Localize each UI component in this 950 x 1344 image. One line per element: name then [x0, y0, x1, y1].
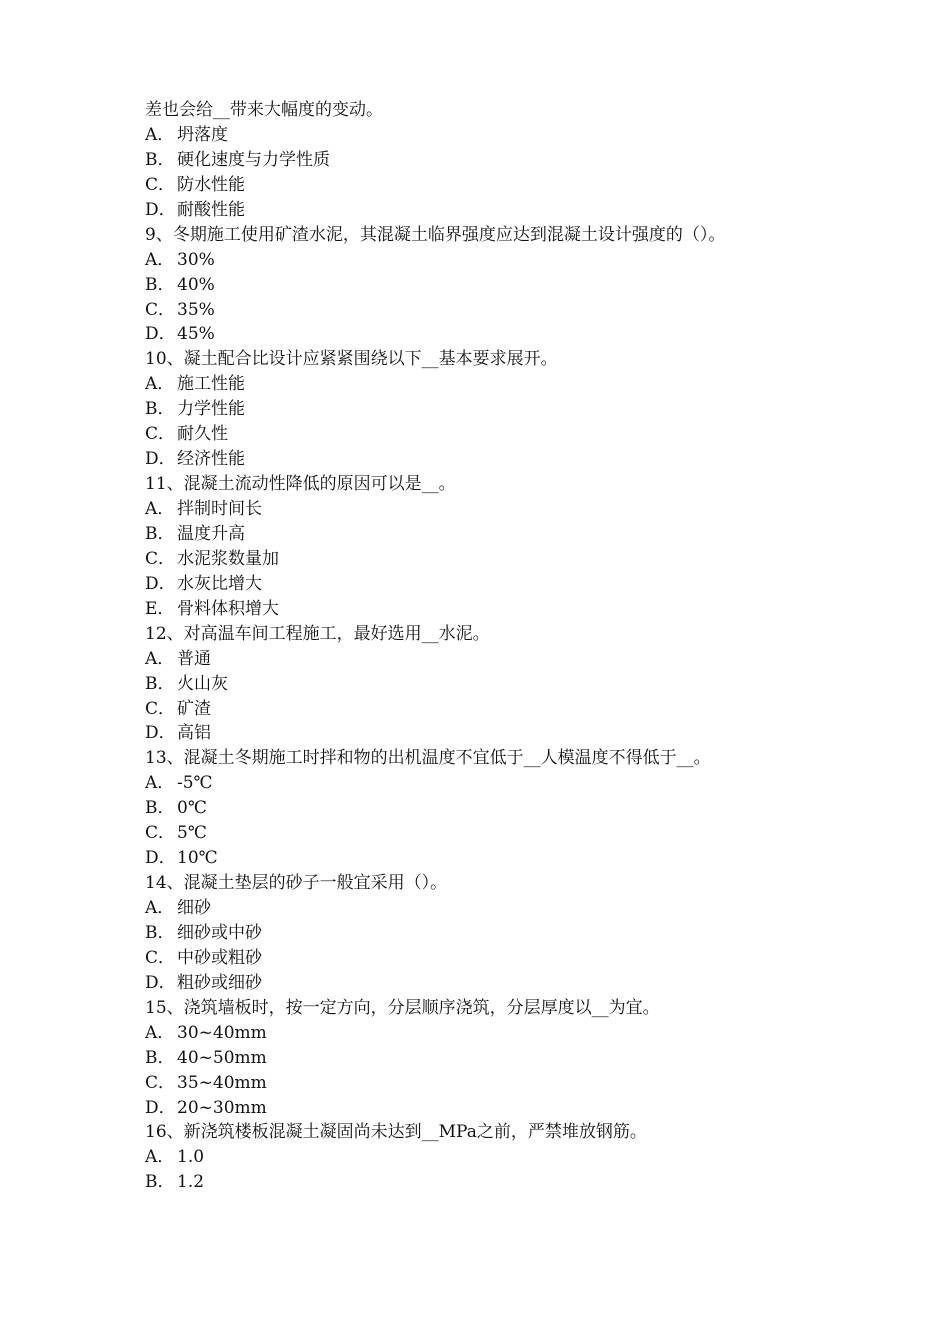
option-text: 施工性能	[177, 374, 245, 395]
answer-option	[145, 173, 845, 198]
option-letter: A．	[145, 499, 175, 519]
option-letter: B．	[145, 798, 175, 819]
option-text: 1.0	[177, 1147, 205, 1168]
option-letter: C．	[145, 174, 176, 195]
option-text: 45%	[177, 324, 215, 345]
option-text: 细砂或中砂	[177, 922, 262, 943]
option-letter: A．	[145, 648, 175, 669]
answer-option	[145, 148, 845, 173]
option-letter: B．	[145, 1172, 175, 1193]
answer-option	[145, 372, 845, 397]
option-letter: A．	[145, 1022, 175, 1043]
answer-option	[145, 647, 845, 672]
option-text: 硬化速度与力学性质	[177, 149, 330, 170]
answer-option	[145, 971, 845, 996]
option-text: 耐酸性能	[177, 199, 245, 220]
answer-option	[145, 547, 845, 572]
option-text: 耐久性	[177, 424, 228, 445]
answer-option	[145, 921, 845, 946]
option-letter: A．	[145, 249, 175, 270]
option-letter: D．	[145, 573, 176, 594]
answer-option	[145, 1071, 845, 1096]
answer-option	[145, 522, 845, 547]
option-letter: D．	[145, 199, 176, 220]
question-text: 差也会给__带来大幅度的变动。	[145, 100, 383, 120]
answer-option	[145, 198, 845, 223]
option-letter: D．	[145, 723, 176, 744]
question-text: 10、凝土配合比设计应紧紧围绕以下__基本要求展开。	[145, 349, 558, 370]
answer-option	[145, 322, 845, 347]
option-text: 普通	[177, 648, 211, 669]
answer-option	[145, 896, 845, 921]
option-letter: C．	[145, 424, 176, 445]
option-text: 粗砂或细砂	[177, 972, 262, 993]
option-letter: A．	[145, 773, 175, 794]
option-letter: D．	[145, 449, 176, 470]
option-text: -5℃	[177, 773, 213, 794]
option-letter: B．	[145, 1047, 175, 1068]
answer-option	[145, 597, 845, 622]
answer-option	[145, 721, 845, 746]
answer-option	[145, 672, 845, 697]
option-text: 35%	[177, 299, 215, 320]
option-letter: B．	[145, 523, 175, 544]
answer-option	[145, 796, 845, 821]
option-letter: D．	[145, 972, 176, 993]
option-letter: A．	[145, 374, 175, 395]
answer-option	[145, 1096, 845, 1121]
option-text: 水泥浆数量加	[177, 548, 279, 569]
question-text: 11、混凝土流动性降低的原因可以是__。	[145, 474, 456, 495]
question-text: 16、新浇筑楼板混凝土凝固尚未达到__MPa之前，严禁堆放钢筋。	[145, 1122, 647, 1143]
answer-option	[145, 1145, 845, 1170]
answer-option	[145, 846, 845, 871]
question-text: 14、混凝土垫层的砂子一般宜采用（）。	[145, 873, 448, 894]
option-letter: B．	[145, 399, 175, 420]
answer-option	[145, 821, 845, 846]
answer-option	[145, 397, 845, 422]
answer-option	[145, 422, 845, 447]
option-letter: D．	[145, 1097, 176, 1118]
answer-option	[145, 1021, 845, 1046]
option-text: 骨料体积增大	[177, 598, 279, 619]
option-letter: D．	[145, 324, 176, 345]
answer-option	[145, 572, 845, 597]
option-text: 力学性能	[177, 399, 245, 420]
option-letter: A．	[145, 1147, 175, 1168]
option-text: 中砂或粗砂	[177, 947, 262, 968]
answer-option	[145, 447, 845, 472]
option-text: 火山灰	[177, 673, 228, 694]
answer-option	[145, 273, 845, 298]
answer-option	[145, 697, 845, 722]
answer-option	[145, 1170, 845, 1195]
option-text: 防水性能	[177, 174, 245, 195]
option-letter: C．	[145, 548, 176, 569]
option-text: 5℃	[177, 823, 207, 844]
answer-option	[145, 123, 845, 148]
option-letter: B．	[145, 274, 175, 295]
question-text: 9、冬期施工使用矿渣水泥，其混凝土临界强度应达到混凝土设计强度的（）。	[145, 224, 726, 245]
option-letter: B．	[145, 149, 175, 170]
option-letter: B．	[145, 673, 175, 694]
option-letter: E．	[145, 598, 175, 619]
option-text: 坍落度	[177, 124, 228, 145]
option-text: 40%	[177, 274, 215, 295]
option-letter: A．	[145, 124, 175, 145]
option-text: 35~40mm	[177, 1072, 267, 1093]
option-text: 40~50mm	[177, 1047, 267, 1068]
option-letter: C．	[145, 823, 176, 844]
option-letter: D．	[145, 848, 176, 869]
option-text: 10℃	[177, 848, 218, 869]
option-text: 高铝	[177, 723, 211, 744]
option-text: 1.2	[177, 1172, 205, 1193]
option-letter: B．	[145, 922, 175, 943]
answer-option	[145, 1046, 845, 1071]
answer-option	[145, 771, 845, 796]
question-text: 13、混凝土冬期施工时拌和物的出机温度不宜低于__人模温度不得低于__。	[145, 748, 711, 769]
option-letter: C．	[145, 1072, 176, 1093]
option-letter: C．	[145, 698, 176, 719]
answer-option	[145, 497, 845, 522]
option-text: 水灰比增大	[177, 573, 262, 594]
document-body	[145, 98, 845, 1195]
option-letter: C．	[145, 947, 176, 968]
option-text: 温度升高	[177, 523, 245, 544]
option-text: 矿渣	[177, 698, 211, 719]
option-text: 0℃	[177, 798, 207, 819]
question-text: 12、对高温车间工程施工，最好选用__水泥。	[145, 623, 490, 644]
option-text: 30~40mm	[177, 1022, 267, 1043]
option-text: 细砂	[177, 898, 211, 918]
option-text: 拌制时间长	[177, 499, 262, 519]
option-text: 经济性能	[177, 449, 245, 470]
option-text: 30%	[177, 249, 215, 270]
option-letter: A．	[145, 898, 175, 918]
answer-option	[145, 248, 845, 273]
option-text: 20~30mm	[177, 1097, 267, 1118]
answer-option	[145, 946, 845, 971]
question-text: 15、浇筑墙板时，按一定方向，分层顺序浇筑，分层厚度以__为宜。	[145, 997, 660, 1018]
answer-option	[145, 298, 845, 323]
option-letter: C．	[145, 299, 176, 320]
